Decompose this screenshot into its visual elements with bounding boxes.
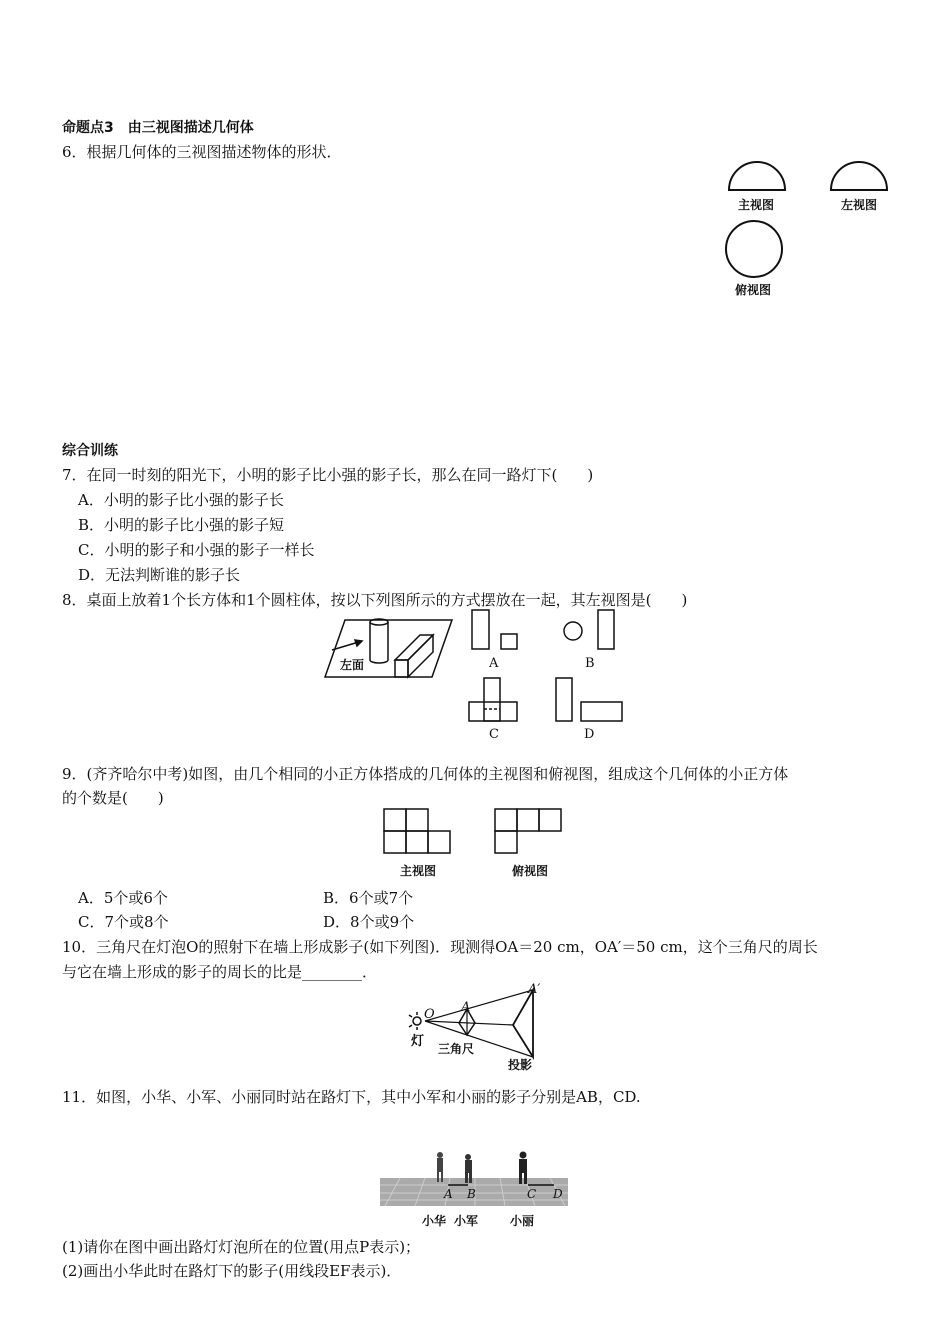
- q11-figure: [380, 1150, 570, 1212]
- q8-label-b: B: [585, 656, 595, 671]
- q8-option-d-drawing: [556, 678, 622, 721]
- three-views-figure: [720, 155, 900, 285]
- q10-shadow: [513, 990, 533, 1057]
- q9-option-a: A．5个或6个: [78, 889, 168, 907]
- q9-front-view: [384, 809, 450, 853]
- q9-option-c: C．7个或8个: [78, 913, 169, 931]
- q11-person-xiaohua: [437, 1152, 443, 1182]
- q9-option-d: D．8个或9个: [323, 913, 415, 931]
- q7-option-a: A．小明的影子比小强的影子长: [78, 491, 284, 509]
- q11-point-a: A: [444, 1187, 453, 1201]
- question-11: 11．如图，小华、小军、小丽同时站在路灯下，其中小军和小丽的影子分别是AB，CD.: [62, 1088, 641, 1106]
- q10-shadow-label: 投影: [508, 1058, 533, 1072]
- q7-option-b: B．小明的影子比小强的影子短: [78, 516, 285, 534]
- q9-front-caption: 主视图: [400, 864, 437, 878]
- q9-option-b: B．6个或7个: [323, 889, 414, 907]
- question-9-line1: 9．(齐齐哈尔中考)如图，由几个相同的小正方体搭成的几何体的主视图和俯视图，组成这个几何体的小正方体: [62, 765, 789, 783]
- q10-ruler-label: 三角尺: [438, 1042, 475, 1056]
- question-10-line2: 与它在墙上形成的影子的周长的比是________．: [62, 963, 378, 981]
- q10-lamp-icon: [409, 1012, 421, 1030]
- q10-figure: [405, 985, 565, 1065]
- q11-xiaojun-label: 小军: [454, 1214, 479, 1228]
- question-7: 7．在同一时刻的阳光下，小明的影子比小强的影子长，那么在同一路灯下( ): [62, 466, 594, 484]
- q8-left-face-label: 左面: [340, 658, 365, 672]
- practice-heading: 综合训练: [62, 443, 118, 459]
- q11-xiaohua-label: 小华: [422, 1214, 447, 1228]
- left-view-caption: 左视图: [841, 198, 878, 212]
- top-view-caption: 俯视图: [735, 283, 772, 297]
- q10-lamp-label: 灯: [411, 1034, 425, 1049]
- q10-point-a: A: [461, 1000, 471, 1015]
- question-10-line1: 10．三角尺在灯泡O的照射下在墙上形成影子(如下列图)．现测得OA＝20 cm，OA′＝50 cm，这个三角尺的周长: [62, 938, 818, 956]
- question-6: 6．根据几何体的三视图描述物体的形状．: [62, 143, 342, 161]
- q7-option-c: C．小明的影子和小强的影子一样长: [78, 541, 315, 559]
- q11-point-b: B: [467, 1187, 476, 1201]
- q11-subquestion-1: (1)请你在图中画出路灯灯泡所在的位置(用点P表示)；: [62, 1238, 421, 1256]
- q8-label-d: D: [584, 727, 595, 742]
- q11-subquestion-2: (2)画出小华此时在路灯下的影子(用线段EF表示)．: [62, 1262, 402, 1280]
- q10-point-o: O: [424, 1007, 435, 1022]
- q7-option-d: D．无法判断谁的影子长: [78, 566, 241, 584]
- q8-option-c-drawing: [469, 678, 517, 721]
- section-heading-3: 命题点3 由三视图描述几何体: [62, 120, 254, 136]
- top-view-circle: [726, 221, 782, 277]
- question-8: 8．桌面上放着1个长方体和1个圆柱体，按以下列图所示的方式摆放在一起，其左视图是( ): [62, 591, 688, 609]
- q8-label-c: C: [489, 727, 499, 742]
- q8-option-b-drawing: [564, 610, 614, 649]
- q9-top-view: [495, 809, 561, 853]
- q8-option-a-drawing: [472, 610, 517, 649]
- left-view-semicircle: [831, 162, 887, 190]
- front-view-caption: 主视图: [738, 198, 775, 212]
- q10-point-a-prime: A′: [528, 982, 541, 997]
- question-9-line2: 的个数是( ): [62, 789, 164, 807]
- q9-figure: [380, 805, 580, 860]
- q11-xiaoli-label: 小丽: [510, 1214, 535, 1228]
- q8-label-a: A: [489, 656, 499, 671]
- q9-top-caption: 俯视图: [512, 864, 549, 878]
- q11-point-c: C: [527, 1187, 537, 1201]
- q11-point-d: D: [553, 1187, 563, 1201]
- front-view-semicircle: [729, 162, 785, 190]
